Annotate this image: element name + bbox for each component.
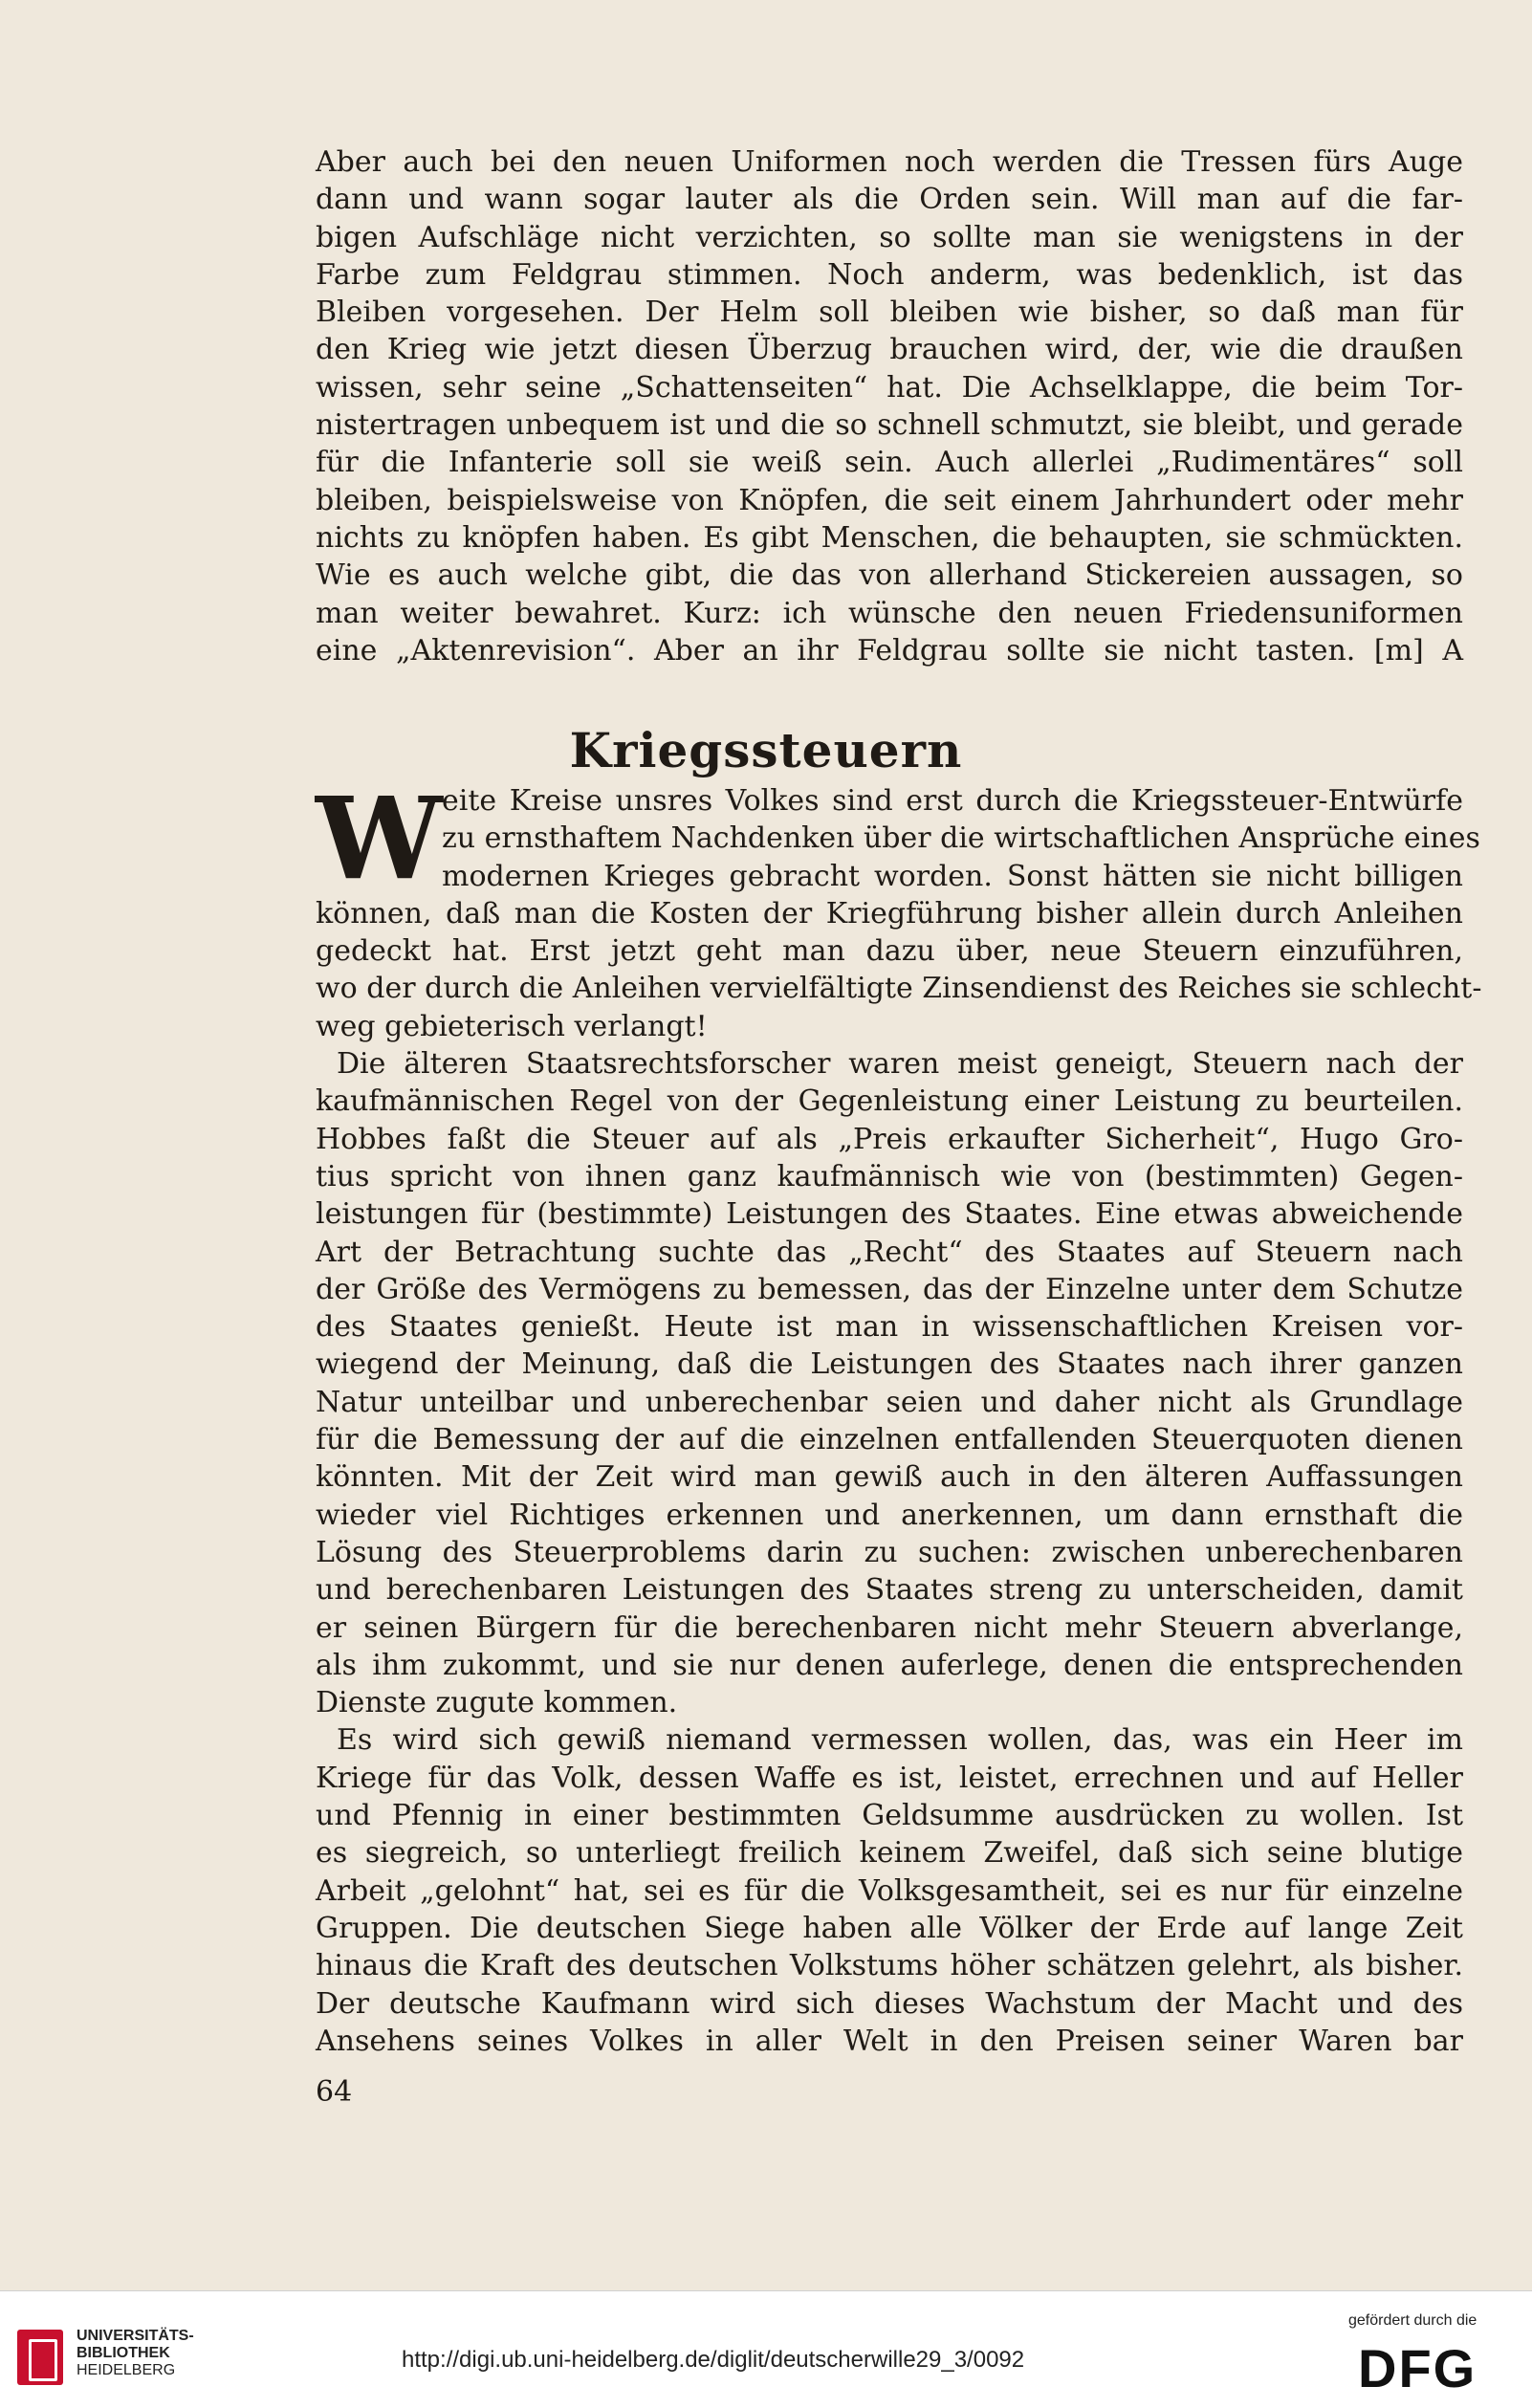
text-line: können, daß man die Kosten der Kriegführung bisher allein durch Anleihen	[316, 896, 1463, 930]
text-line: Gruppen. Die deutschen Siege haben alle Völker der Erde auf lange Zeit	[316, 1911, 1463, 1945]
text-line: Natur unteilbar und unberechenbar seien und daher nicht als Grundlage	[316, 1385, 1463, 1419]
text-line: zu ernsthaftem Nachdenken über die wirtschaftlichen Ansprüche eines	[442, 821, 1480, 856]
funded-by-label: gefördert durch die	[1348, 2312, 1477, 2329]
text-line: den Krieg wie jetzt diesen Überzug brauchen wird, der, wie die draußen	[316, 333, 1463, 367]
text-line: tius spricht von ihnen ganz kaufmännisch wie von (bestimmten) Gegen-	[316, 1159, 1463, 1193]
article-body	[316, 772, 1482, 2060]
text-line: der Größe des Vermögens zu bemessen, das der Einzelne unter dem Schutze	[316, 1272, 1463, 1306]
library-line-1: UNIVERSITÄTS-	[77, 2328, 194, 2344]
text-line: nichts zu knöpfen haben. Es gibt Menschen, die behaupten, sie schmückten.	[316, 520, 1463, 555]
text-line: könnten. Mit der Zeit wird man gewiß auch in den älteren Auffassungen	[316, 1460, 1463, 1495]
text-line: eine „Aktenrevision“. Aber an ihr Feldgrau sollte sie nicht tasten. [m] A	[316, 633, 1463, 668]
text-line: er seinen Bürgern für die berechenbaren nicht mehr Steuern abverlange,	[316, 1610, 1463, 1645]
library-line-3: HEIDELBERG	[77, 2362, 176, 2378]
text-line: weg gebieterisch verlangt!	[316, 1009, 708, 1043]
text-line: wo der durch die Anleihen vervielfältigte Zinsendienst des Reiches sie schlecht-	[316, 972, 1482, 1006]
text-line: Dienste zugute kommen.	[316, 1686, 678, 1720]
article-heading: Kriegssteuern	[569, 722, 963, 778]
text-line: bleiben, beispielsweise von Knöpfen, die seit einem Jahrhundert oder mehr	[316, 483, 1463, 517]
text-line: gedeckt hat. Erst jetzt geht man dazu über, neue Steuern einzuführen,	[316, 934, 1463, 969]
text-line: wissen, sehr seine „Schattenseiten“ hat. Die Achselklappe, die beim Tor-	[316, 370, 1463, 405]
text-line: Hobbes faßt die Steuer auf als „Preis erkaufter Sicherheit“, Hugo Gro-	[316, 1122, 1463, 1156]
text-line: kaufmännischen Regel von der Gegenleistung einer Leistung zu beurteilen.	[316, 1084, 1463, 1119]
text-line: für die Infanterie soll sie weiß sein. Auch allerlei „Rudimentäres“ soll	[316, 446, 1463, 480]
page-number: 64	[316, 2075, 353, 2109]
text-line: und Pfennig in einer bestimmten Geldsumme ausdrücken zu wollen. Ist	[316, 1799, 1463, 1833]
university-logo-icon	[17, 2330, 63, 2385]
text-line: modernen Krieges gebracht worden. Sonst hätten sie nicht billigen	[442, 859, 1463, 893]
text-line: bigen Aufschläge nicht verzichten, so sollte man sie wenigstens in der	[316, 220, 1463, 254]
text-line: Art der Betrachtung suchte das „Recht“ des Staates auf Steuern nach	[316, 1235, 1463, 1269]
text-line: Bleiben vorgesehen. Der Helm soll bleiben wie bisher, so daß man für	[316, 296, 1463, 330]
text-line: Arbeit „gelohnt“ hat, sei es für die Volksgesamtheit, sei es nur für einzelne	[316, 1873, 1463, 1908]
text-line: Es wird sich gewiß niemand vermessen wollen, das, was ein Heer im	[337, 1723, 1463, 1758]
text-line: man weiter bewahret. Kurz: ich wünsche den neuen Friedensuniformen	[316, 596, 1463, 630]
text-line: Aber auch bei den neuen Uniformen noch werden die Tressen fürs Auge	[316, 145, 1463, 179]
dfg-logo: DFG	[1358, 2338, 1477, 2398]
text-line: wieder viel Richtiges erkennen und anerkennen, um dann ernsthaft die	[316, 1498, 1463, 1532]
text-line: für die Bemessung der auf die einzelnen entfallenden Steuerquoten dienen	[316, 1423, 1463, 1457]
text-line: Farbe zum Feldgrau stimmen. Noch anderm, was bedenklich, ist das	[316, 257, 1463, 292]
text-line: wiegend der Meinung, daß die Leistungen des Staates nach ihrer ganzen	[316, 1347, 1463, 1382]
text-line: Die älteren Staatsrechtsforscher waren meist geneigt, Steuern nach der	[337, 1047, 1463, 1082]
text-line: Ansehens seines Volkes in aller Welt in den Preisen seiner Waren bar	[316, 2024, 1463, 2058]
paragraph-uniforms	[316, 143, 1463, 669]
viewer-footer	[0, 2290, 1532, 2408]
text-line: eite Kreise unsres Volkes sind erst durch die Kriegssteuer-Entwürfe	[442, 784, 1463, 818]
library-line-2: BIBLIOTHEK	[77, 2345, 170, 2361]
text-line: Lösung des Steuerproblems darin zu suchen: zwischen unberechenbaren	[316, 1535, 1463, 1569]
text-line: des Staates genießt. Heute ist man in wissenschaftlichen Kreisen vor-	[316, 1310, 1463, 1345]
library-name	[77, 2328, 194, 2379]
text-line: hinaus die Kraft des deutschen Volkstums höher schätzen gelehrt, als bisher.	[316, 1949, 1463, 1983]
text-line: leistungen für (bestimmte) Leistungen des Staates. Eine etwas abweichende	[316, 1197, 1463, 1232]
text-line: und berechenbaren Leistungen des Staates streng zu unterscheiden, damit	[316, 1573, 1463, 1608]
text-line: als ihm zukommt, und sie nur denen auferlege, denen die entsprechenden	[316, 1648, 1463, 1682]
text-line: dann und wann sogar lauter als die Orden sein. Will man auf die far-	[316, 183, 1463, 217]
text-line: Kriege für das Volk, dessen Waffe es ist, leistet, errechnen und auf Heller	[316, 1761, 1463, 1795]
permalink-url[interactable]: http://digi.ub.uni-heidelberg.de/diglit/deutscherwille29_3/0092	[402, 2347, 1025, 2373]
text-line: nistertragen unbequem ist und die so schnell schmutzt, sie bleibt, und gerade	[316, 408, 1463, 443]
text-line: Wie es auch welche gibt, die das von allerhand Stickereien aussagen, so	[316, 558, 1463, 593]
text-line: es siegreich, so unterliegt freilich keinem Zweifel, daß sich seine blutige	[316, 1836, 1463, 1871]
drop-cap: W	[316, 772, 443, 905]
text-line: Der deutsche Kaufmann wird sich dieses Wachstum der Macht und des	[316, 1986, 1463, 2021]
